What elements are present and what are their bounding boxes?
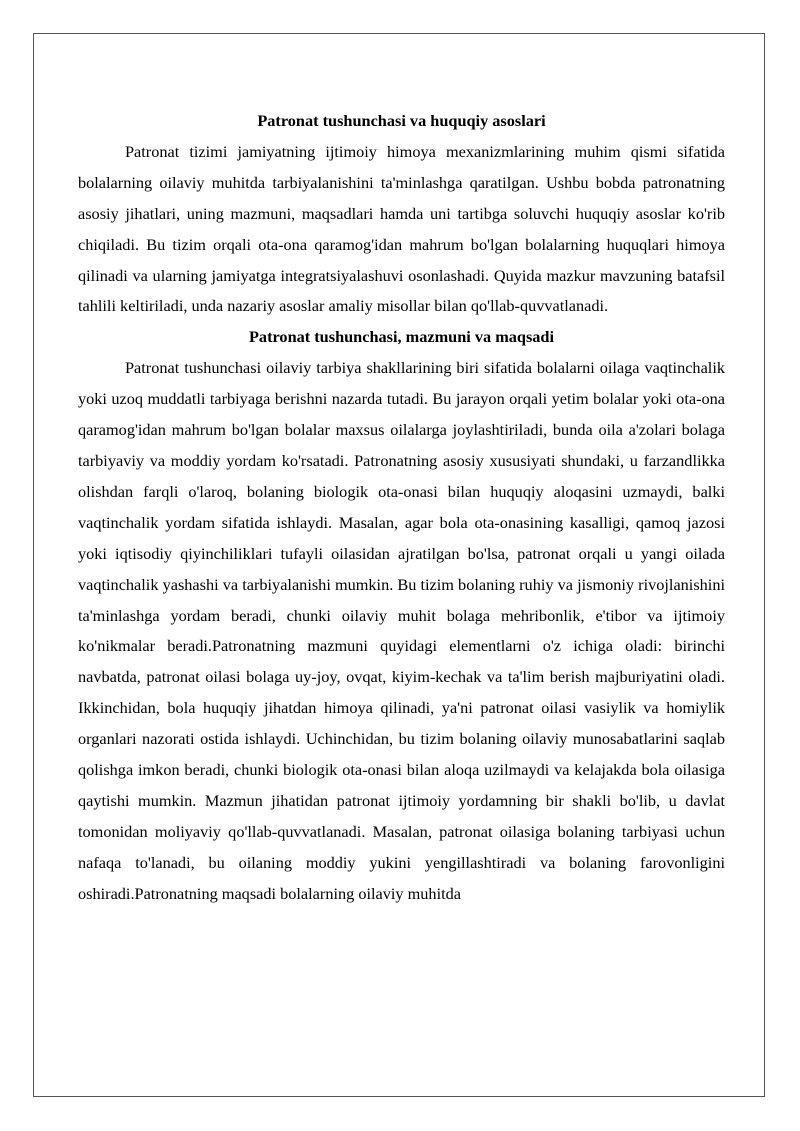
intro-paragraph: Patronat tizimi jamiyatning ijtimoiy himoya mexanizmlarining muhim qismi sifatida bolalarning oilaviy muhitda tarbiyalanishini ta'minlashga qaratilgan. Ushbu bobda patronatning asosiy jihatlari, uning mazmuni, maqsadlari hamda uni tartibga soluvchi huquqiy asoslar ko'rib chiqiladi. Bu tizim orqali ota-ona qaramog'idan mahrum bo'lgan bolalarning huquqlari himoya qilinadi va ularning jamiyatga integratsiyalashuvi osonlashadi. Quyida mazkur mavzuning batafsil tahlili keltiriladi, unda nazariy asoslar amaliy misollar bilan qo'llab-quvvatlanadi. (78, 141, 725, 316)
document-body (78, 106, 725, 910)
body-paragraph: Patronat tushunchasi oilaviy tarbiya shakllarining biri sifatida bolalarni oilaga vaqtinchalik yoki uzoq muddatli tarbiyaga berishni nazarda tutadi. Bu jarayon orqali yetim bolalar yoki ota-ona qaramog'idan mahrum bo'lgan bolalar maxsus oilalarga joylashtiriladi, bunda oila a'zolari bolaga tarbiyaviy va moddiy yordam ko'rsatadi. Patronatning asosiy xususiyati shundaki, u farzandlikka olishdan farqli o'laroq, bolaning biologik ota-onasi bilan huquqiy aloqasini uzmaydi, balki vaqtinchalik yordam sifatida ishlaydi. Masalan, agar bola ota-onasining kasalligi, qamoq jazosi yoki iqtisodiy qiyinchiliklari tufayli oilasidan ajratilgan bo'lsa, patronat orqali u yangi oilada vaqtinchalik yashashi va tarbiyalanishi mumkin. Bu tizim bolaning ruhiy va jismoniy rivojlanishini ta'minlashga yordam beradi, chunki oilaviy muhit bolaga mehribonlik, e'tibor va ijtimoiy ko'nikmalar beradi.Patronatning mazmuni quyidagi elementlarni o'z ichiga oladi: birinchi navbatda, patronat oilasi bolaga uy-joy, ovqat, kiyim-kechak va ta'lim berish majburiyatini oladi. Ikkinchidan, bola huquqiy jihatdan himoya qilinadi, ya'ni patronat oilasi vasiylik va homiylik organlari nazorati ostida ishlaydi. Uchinchidan, bu tizim bolaning oilaviy munosabatlarini saqlab qolishga imkon beradi, chunki biologik ota-onasi bilan aloqa uzilmaydi va kelajakda bola oilasiga qaytishi mumkin. Mazmun jihatidan patronat ijtimoiy yordamning bir shakli bo'lib, u davlat tomonidan moliyaviy qo'llab-quvvatlanadi. Masalan, patronat oilasiga bolaning tarbiyasi uchun nafaqa to'lanadi, bu oilaning moddiy yukini yengillashtiradi va bolaning farovonligini oshiradi.Patronatning maqsadi bolalarning oilaviy muhitda (78, 358, 725, 903)
subsection-heading: Patronat tushunchasi, mazmuni va maqsadi (248, 327, 555, 347)
section-heading: Patronat tushunchasi va huquqiy asoslari (257, 111, 546, 130)
